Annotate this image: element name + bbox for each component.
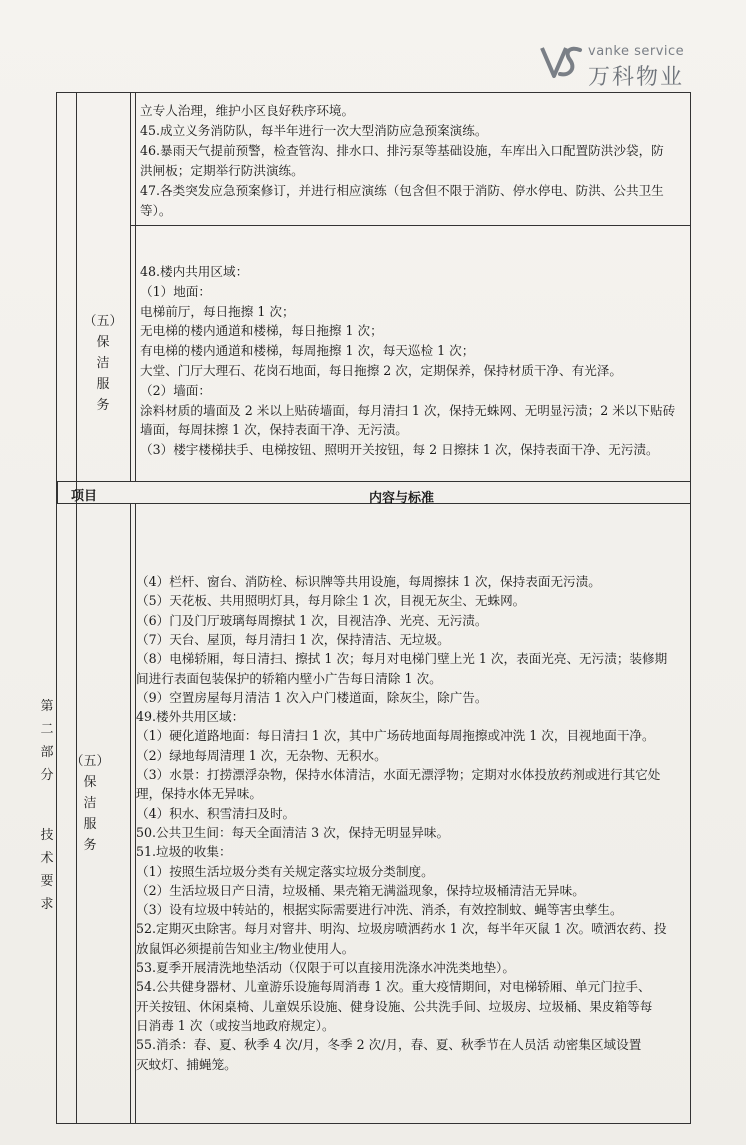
text-line: 间进行表面包装保护的轿箱内壁小广告每日清除 1 次。 xyxy=(136,670,442,686)
header-item: 项目 xyxy=(71,489,98,504)
text-line: 等）。 xyxy=(140,203,172,218)
text-line: 50.公共卫生间：每天全面清洁 3 次，保持无明显异味。 xyxy=(136,824,450,840)
text-line: （1）地面： xyxy=(140,283,211,299)
text-line: （6）门及门厅玻璃每周擦拭 1 次，目视洁净、光亮、无污渍。 xyxy=(136,612,488,628)
text-line: （2）墙面： xyxy=(140,382,211,398)
text-line: （1）按照生活垃圾分类有关规定落实垃圾分类制度。 xyxy=(136,863,434,879)
vertical-char: 要 xyxy=(40,874,54,889)
vertical-char: 保 xyxy=(83,775,97,790)
text-line: 电梯前厅，每日拖擦 1 次； xyxy=(140,303,295,319)
text-line: （5）天花板、共用照明灯具，每月除尘 1 次，目视无灰尘、无蛛网。 xyxy=(136,593,526,609)
text-line: 有电梯的楼内通道和楼梯，每周拖擦 1 次，每天巡检 1 次； xyxy=(140,343,475,359)
vertical-char: 务 xyxy=(83,838,97,853)
text-line: 立专人治理，维护小区良好秩序环境。 xyxy=(140,103,355,118)
text-line: 46.暴雨天气提前预警，检查管沟、排水口、排污泵等基础设施，车库出入口配置防洪沙袋，防 xyxy=(140,143,664,158)
vertical-char: 保 xyxy=(96,335,110,350)
vanke-logo-icon xyxy=(540,42,584,82)
vertical-char: 技 xyxy=(40,828,54,843)
vertical-char: （五） xyxy=(83,314,123,329)
text-line: 49.楼外共用区域： xyxy=(136,709,245,725)
text-line: 53.夏季开展清洗地垫活动（仅限于可以直接用洗涤水冲洗类地垫）。 xyxy=(136,960,515,975)
text-line: 45.成立义务消防队，每半年进行一次大型消防应急预案演练。 xyxy=(140,123,488,138)
text-line: 放鼠饵必须提前告知业主/物业使用人。 xyxy=(136,940,355,956)
vertical-char: 洁 xyxy=(96,356,110,371)
text-line: （8）电梯轿厢，每日清扫、擦拭 1 次；每月对电梯门壁上光 1 次，表面光亮、无污渍；装修期 xyxy=(136,651,668,667)
col-divider-3 xyxy=(130,503,131,1123)
text-line: 55.消杀：春、夏、秋季 4 次/月，冬季 2 次/月，春、夏、秋季节在人员活 动密集区域设置 xyxy=(136,1037,642,1053)
vertical-char: 洁 xyxy=(83,796,97,811)
text-line: 51.垃圾的收集： xyxy=(136,844,232,860)
col-divider-left xyxy=(57,481,58,503)
text-line: 日消毒 1 次（或按当地政府规定）。 xyxy=(136,1017,335,1033)
vertical-char: 部 xyxy=(40,745,54,760)
vanke-logo xyxy=(540,40,700,90)
text-line: 48.楼内共用区域： xyxy=(140,264,249,279)
col-divider-2 xyxy=(130,93,131,481)
text-line: （4）积水、积雪清扫及时。 xyxy=(136,805,296,821)
text-line: 墙面，每周抹擦 1 次，保持表面干净、无污渍。 xyxy=(140,422,408,438)
text-line: （3）设有垃圾中转站的，根据实际需要进行冲洗、消杀，有效控制蚊、蝇等害虫孳生。 xyxy=(136,902,623,918)
text-line: 52.定期灭虫除害。每月对窨井、明沟、垃圾房喷洒药水 1 次，每半年灭鼠 1 次。喷洒农药、投 xyxy=(136,921,667,937)
text-line: 灭蚊灯、捕蝇笼。 xyxy=(136,1056,237,1072)
text-line: 54.公共健身器材、儿童游乐设施每周消毒 1 次。重大疫情期间，对电梯轿厢、单元门拉手、 xyxy=(136,979,651,995)
vertical-char: 服 xyxy=(83,817,97,832)
vertical-char: 分 xyxy=(40,768,54,783)
vertical-char: 务 xyxy=(96,398,110,413)
text-line: 洪闸板；定期举行防洪演练。 xyxy=(140,163,304,178)
col-divider-2b xyxy=(135,93,136,481)
vertical-char: 第 xyxy=(40,699,54,714)
text-line: 大堂、门厅大理石、花岗石地面，每日拖擦 2 次，定期保养，保持材质干净、有光泽。 xyxy=(140,363,622,378)
text-line: （9）空置房屋每月清洁 1 次入户门楼道面，除灰尘，除广告。 xyxy=(136,689,488,705)
col-divider-1 xyxy=(76,93,77,1123)
vertical-char: 求 xyxy=(40,897,54,912)
text-line: 开关按钮、休闲桌椅、儿童娱乐设施、健身设施、公共洗手间、垃圾房、垃圾桶、果皮箱等每 xyxy=(136,998,653,1014)
vertical-char: 术 xyxy=(40,851,54,866)
row-divider-1 xyxy=(130,225,690,226)
brand-chinese: 万科物业 xyxy=(588,65,685,90)
vertical-char: 服 xyxy=(96,377,110,392)
text-line: （2）生活垃圾日产日清，垃圾桶、果壳箱无满溢现象，保持垃圾桶清洁无异味。 xyxy=(136,882,585,898)
vertical-char: 二 xyxy=(40,722,54,737)
text-line: （7）天台、屋顶，每月清扫 1 次，保持清洁、无垃圾。 xyxy=(136,631,450,647)
brand-english: vanke service xyxy=(588,44,685,59)
text-line: （1）硬化道路地面：每日清扫 1 次，其中广场砖地面每周拖擦或冲洗 1 次，目视地面干净。 xyxy=(136,728,655,744)
row-divider-2 xyxy=(57,481,690,482)
text-line: 无电梯的楼内通道和楼梯，每日拖擦 1 次； xyxy=(140,323,383,339)
text-line: 47.各类突发应急预案修订，并进行相应演练（包含但不限于消防、停水停电、防洪、公共卫生 xyxy=(140,183,664,198)
text-line: （2）绿地每周清理 1 次，无杂物、无积水。 xyxy=(136,747,387,763)
text-line: 涂料材质的墙面及 2 米以上贴砖墙面，每月清扫 1 次，保持无蛛网、无明显污渍；2 米以下贴砖 xyxy=(140,402,676,418)
text-line: （3）水景：打捞漂浮杂物，保持水体清洁，水面无漂浮物；定期对水体投放药剂或进行其它处 xyxy=(136,767,661,782)
header-content: 内容与标准 xyxy=(369,491,435,506)
text-line: （3）楼宇楼梯扶手、电梯按钮、照明开关按钮，每 2 日擦抹 1 次，保持表面干净、无污渍。 xyxy=(140,442,659,458)
text-line: （4）栏杆、窗台、消防栓、标识牌等共用设施，每周擦抹 1 次，保持表面无污渍。 xyxy=(136,574,601,589)
text-line: 理，保持水体无异味。 xyxy=(136,786,262,802)
vertical-char: （五） xyxy=(70,754,110,769)
